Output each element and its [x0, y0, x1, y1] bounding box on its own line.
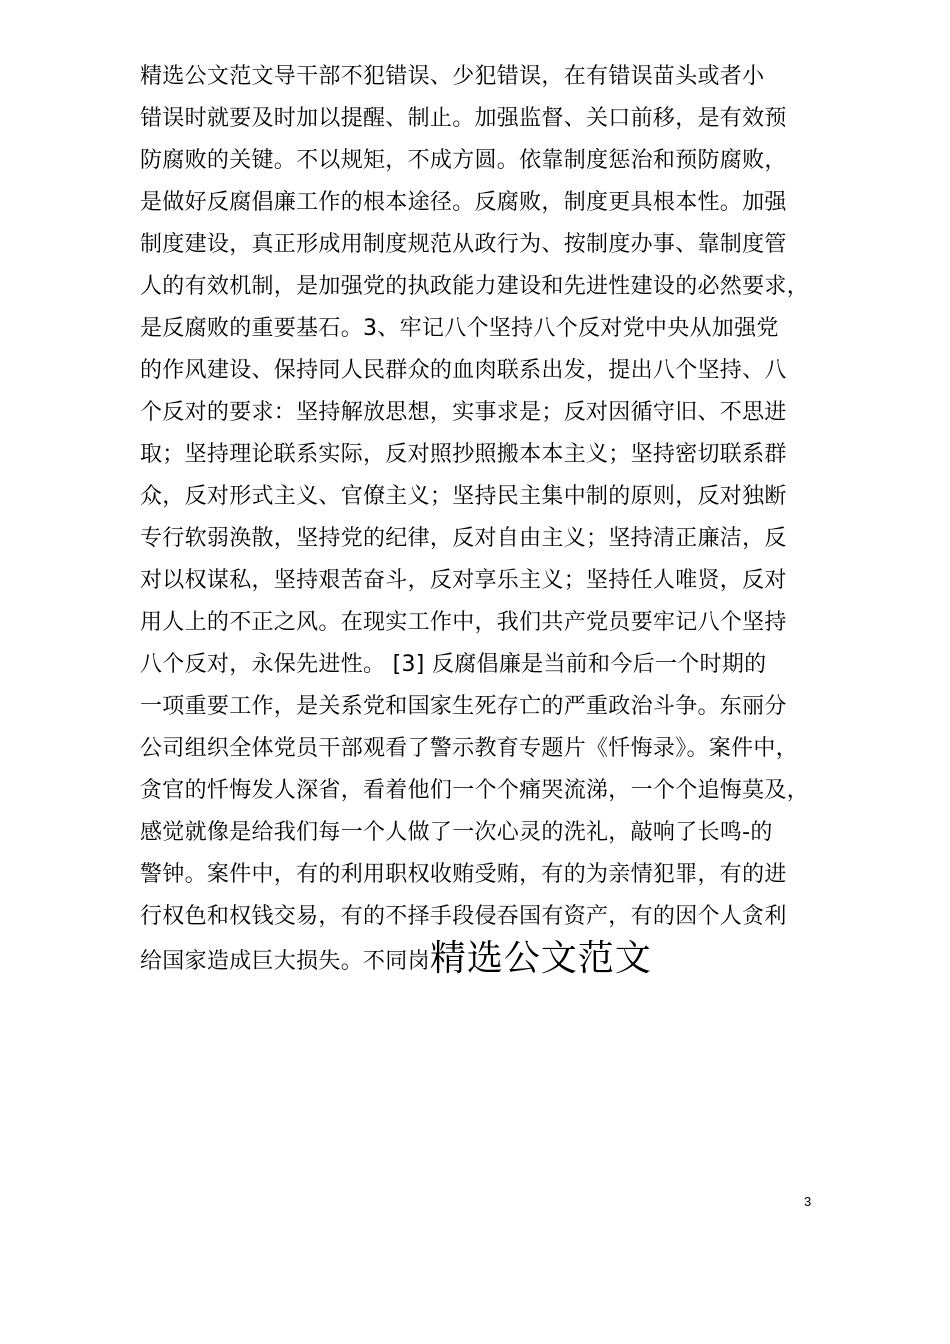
text-line: 一项重要工作，是关系党和国家生死存亡的严重政治斗争。东丽分 — [140, 694, 787, 719]
text-line: 制度建设，真正形成用制度规范从政行为、按制度办事、靠制度管 — [140, 232, 787, 257]
text-line: 贪官的忏悔发人深省，看着他们一个个痛哭流涕，一个个追悔莫及， — [140, 778, 810, 803]
text-line: 众，反对形式主义、官僚主义；坚持民主集中制的原则，反对独断 — [140, 484, 787, 509]
text-line: 个反对的要求：坚持解放思想，实事求是；反对因循守旧、不思进 — [140, 400, 787, 425]
text-line: 人的有效机制，是加强党的执政能力建设和先进性建设的必然要求， — [140, 274, 810, 299]
text-line: 取；坚持理论联系实际，反对照抄照搬本本主义；坚持密切联系群 — [140, 442, 787, 467]
text-line: 的作风建设、保持同人民群众的血肉联系出发，提出八个坚持、八 — [140, 358, 787, 383]
last-text-line — [140, 938, 840, 980]
text-line: 用人上的不正之风。在现实工作中，我们共产党员要牢记八个坚持 — [140, 610, 787, 635]
text-line: 错误时就要及时加以提醒、制止。加强监督、关口前移，是有效预 — [140, 106, 787, 131]
text-line: 对以权谋私，坚持艰苦奋斗，反对享乐主义；坚持任人唯贤，反对 — [140, 568, 787, 593]
text-line: 公司组织全体党员干部观看了警示教育专题片《忏悔录》。案件中， — [140, 736, 799, 761]
text-line: 精选公文范文导干部不犯错误、少犯错误，在有错误苗头或者小 — [140, 64, 765, 89]
body-text — [140, 56, 840, 980]
text-line: 行权色和权钱交易，有的不择手段侵吞国有资产，有的因个人贪利 — [140, 904, 787, 929]
last-line-text: 给国家造成巨大损失。不同岗 — [140, 949, 430, 974]
footer-large-text: 精选公文范文 — [429, 938, 652, 979]
text-line: 防腐败的关键。不以规矩，不成方圆。依靠制度惩治和预防腐败， — [140, 148, 787, 173]
text-line: 是反腐败的重要基石。3、牢记八个坚持八个反对党中央从加强党 — [140, 316, 779, 341]
text-line: 警钟。案件中，有的利用职权收贿受贿，有的为亲情犯罪，有的进 — [140, 862, 787, 887]
text-line: 是做好反腐倡廉工作的根本途径。反腐败，制度更具根本性。加强 — [140, 190, 787, 215]
text-line: 八个反对，永保先进性。 [3] 反腐倡廉是当前和今后一个时期的 — [140, 652, 767, 677]
text-line: 感觉就像是给我们每一个人做了一次心灵的洗礼，敲响了长鸣-的 — [140, 820, 773, 845]
text-line: 专行软弱涣散，坚持党的纪律，反对自由主义；坚持清正廉洁，反 — [140, 526, 787, 551]
page-number: 3 — [804, 1194, 812, 1209]
